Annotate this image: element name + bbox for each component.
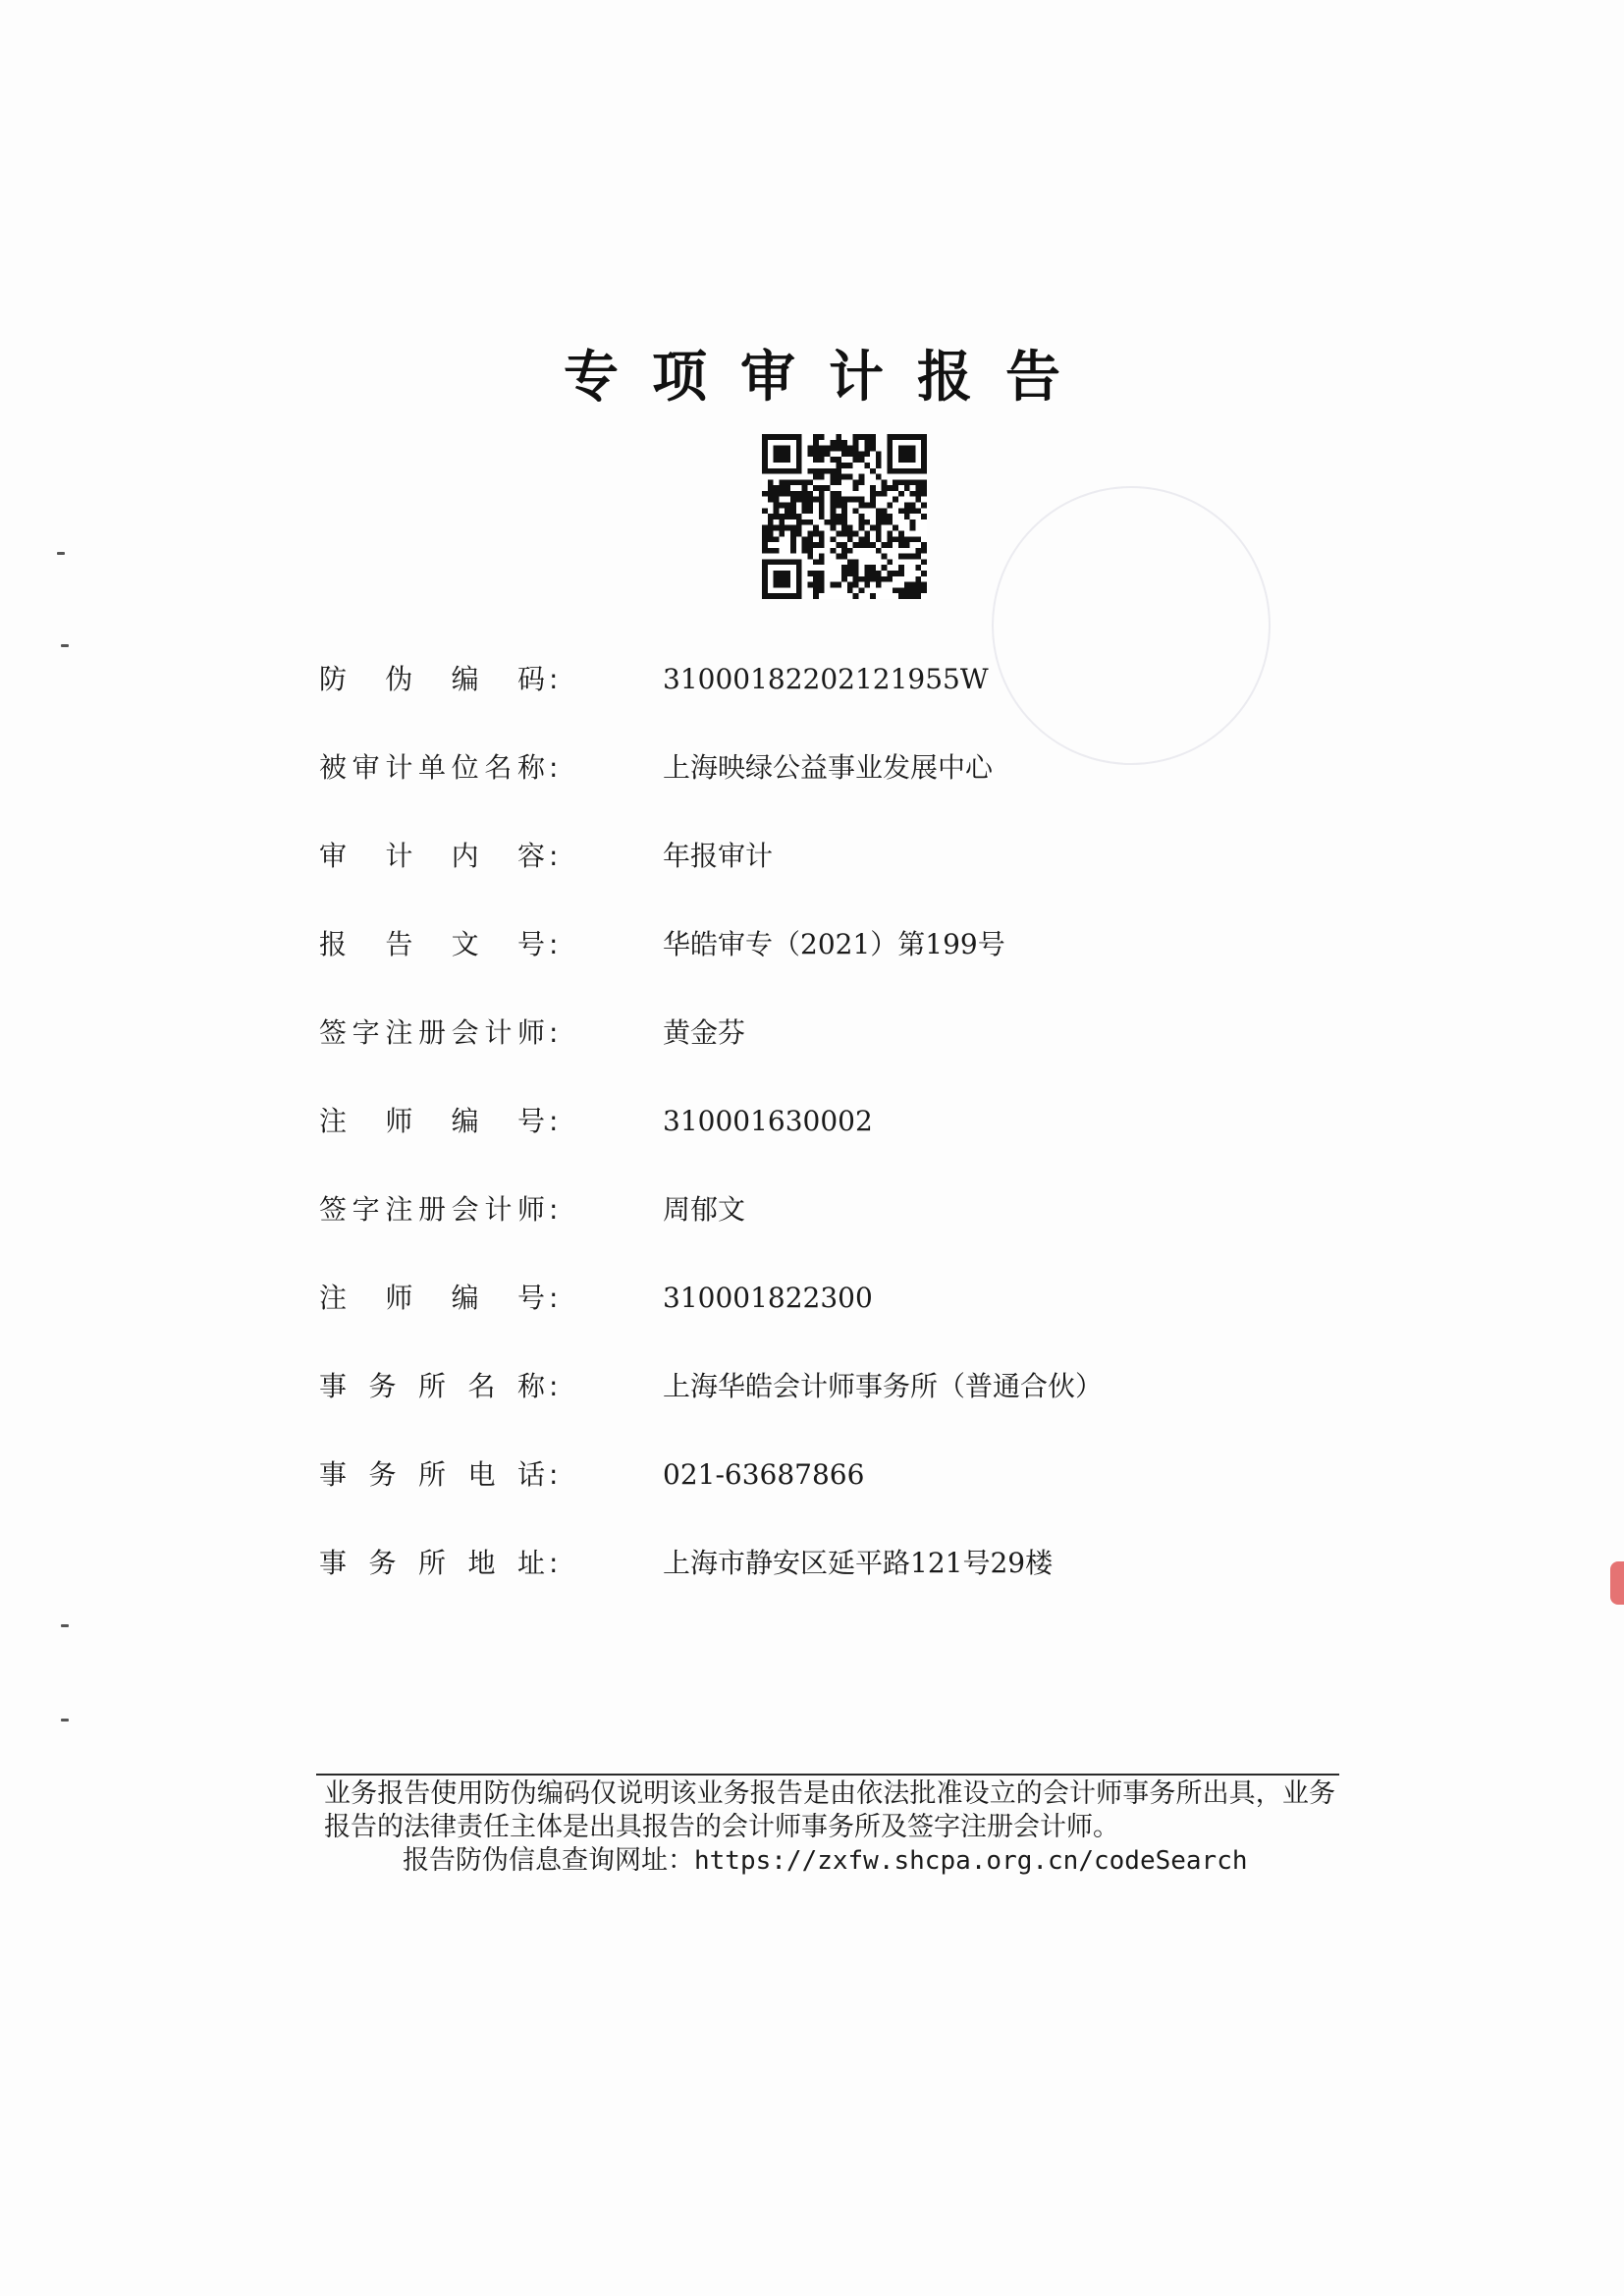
- info-row-firm-address: [319, 1544, 1399, 1632]
- info-label: 签字注册会计师: [319, 1016, 545, 1049]
- info-label: 注师编号: [319, 1105, 545, 1137]
- info-colon: :: [549, 1547, 559, 1579]
- info-row-cpa-number-2: [319, 1279, 1399, 1367]
- footer-divider: [316, 1774, 1339, 1776]
- info-row-firm-name: [319, 1367, 1399, 1455]
- scan-speck: [61, 1719, 69, 1722]
- info-label: 报告文号: [319, 928, 545, 960]
- info-value: 华皓审专（2021）第199号: [663, 928, 1005, 960]
- info-label: 防伪编码: [319, 663, 545, 695]
- info-colon: :: [549, 1370, 559, 1402]
- info-row-audited-entity: [319, 748, 1399, 837]
- info-value: 31000182202121955W: [663, 663, 989, 695]
- info-value: 年报审计: [663, 840, 774, 872]
- info-colon: :: [549, 1458, 559, 1491]
- info-value: 上海映绿公益事业发展中心: [663, 751, 994, 784]
- scan-speck: [61, 1624, 69, 1627]
- info-colon: :: [549, 840, 559, 872]
- info-label: 注师编号: [319, 1282, 545, 1314]
- footer-query-url[interactable]: https://zxfw.shcpa.org.cn/codeSearch: [694, 1846, 1248, 1876]
- info-colon: :: [549, 1193, 559, 1226]
- info-label: 被审计单位名称: [319, 751, 545, 784]
- info-colon: :: [549, 1105, 559, 1137]
- info-value: 310001822300: [663, 1282, 873, 1314]
- info-colon: :: [549, 663, 559, 695]
- info-colon: :: [549, 751, 559, 784]
- info-label: 事务所名称: [319, 1370, 545, 1402]
- info-value: 上海华皓会计师事务所（普通合伙）: [663, 1370, 1104, 1402]
- report-title: 专项审计报告: [564, 346, 1094, 410]
- info-label: 事务所地址: [319, 1547, 545, 1579]
- qr-code-icon: [762, 434, 927, 599]
- info-value: 021-63687866: [663, 1458, 865, 1491]
- info-value: 黄金芬: [663, 1016, 746, 1049]
- scan-speck: [61, 644, 69, 647]
- footer-query-label: 报告防伪信息查询网址：: [403, 1845, 694, 1876]
- info-row-cpa-number-1: [319, 1102, 1399, 1190]
- info-colon: :: [549, 1282, 559, 1314]
- footer-disclaimer: [324, 1777, 1335, 1878]
- footer-query: [324, 1844, 1335, 1878]
- info-label: 审计内容: [319, 840, 545, 872]
- info-row-firm-phone: [319, 1455, 1399, 1544]
- info-colon: :: [549, 928, 559, 960]
- info-label: 事务所电话: [319, 1458, 545, 1491]
- info-row-anti-counterfeit-code: [319, 660, 1399, 748]
- info-row-report-number: [319, 925, 1399, 1013]
- info-row-audit-content: [319, 837, 1399, 925]
- info-value: 上海市静安区延平路121号29楼: [663, 1547, 1054, 1579]
- red-stamp-edge: [1610, 1561, 1624, 1605]
- report-info-list: [319, 660, 1399, 1632]
- scan-speck: [57, 552, 65, 555]
- info-value: 310001630002: [663, 1105, 873, 1137]
- info-label: 签字注册会计师: [319, 1193, 545, 1226]
- info-row-signing-cpa-2: [319, 1190, 1399, 1279]
- info-row-signing-cpa-1: [319, 1013, 1399, 1102]
- footer-note: 业务报告使用防伪编码仅说明该业务报告是由依法批准设立的会计师事务所出具，业务报告的法律责任主体是出具报告的会计师事务所及签字注册会计师。: [324, 1778, 1335, 1842]
- info-value: 周郁文: [663, 1193, 746, 1226]
- info-colon: :: [549, 1016, 559, 1049]
